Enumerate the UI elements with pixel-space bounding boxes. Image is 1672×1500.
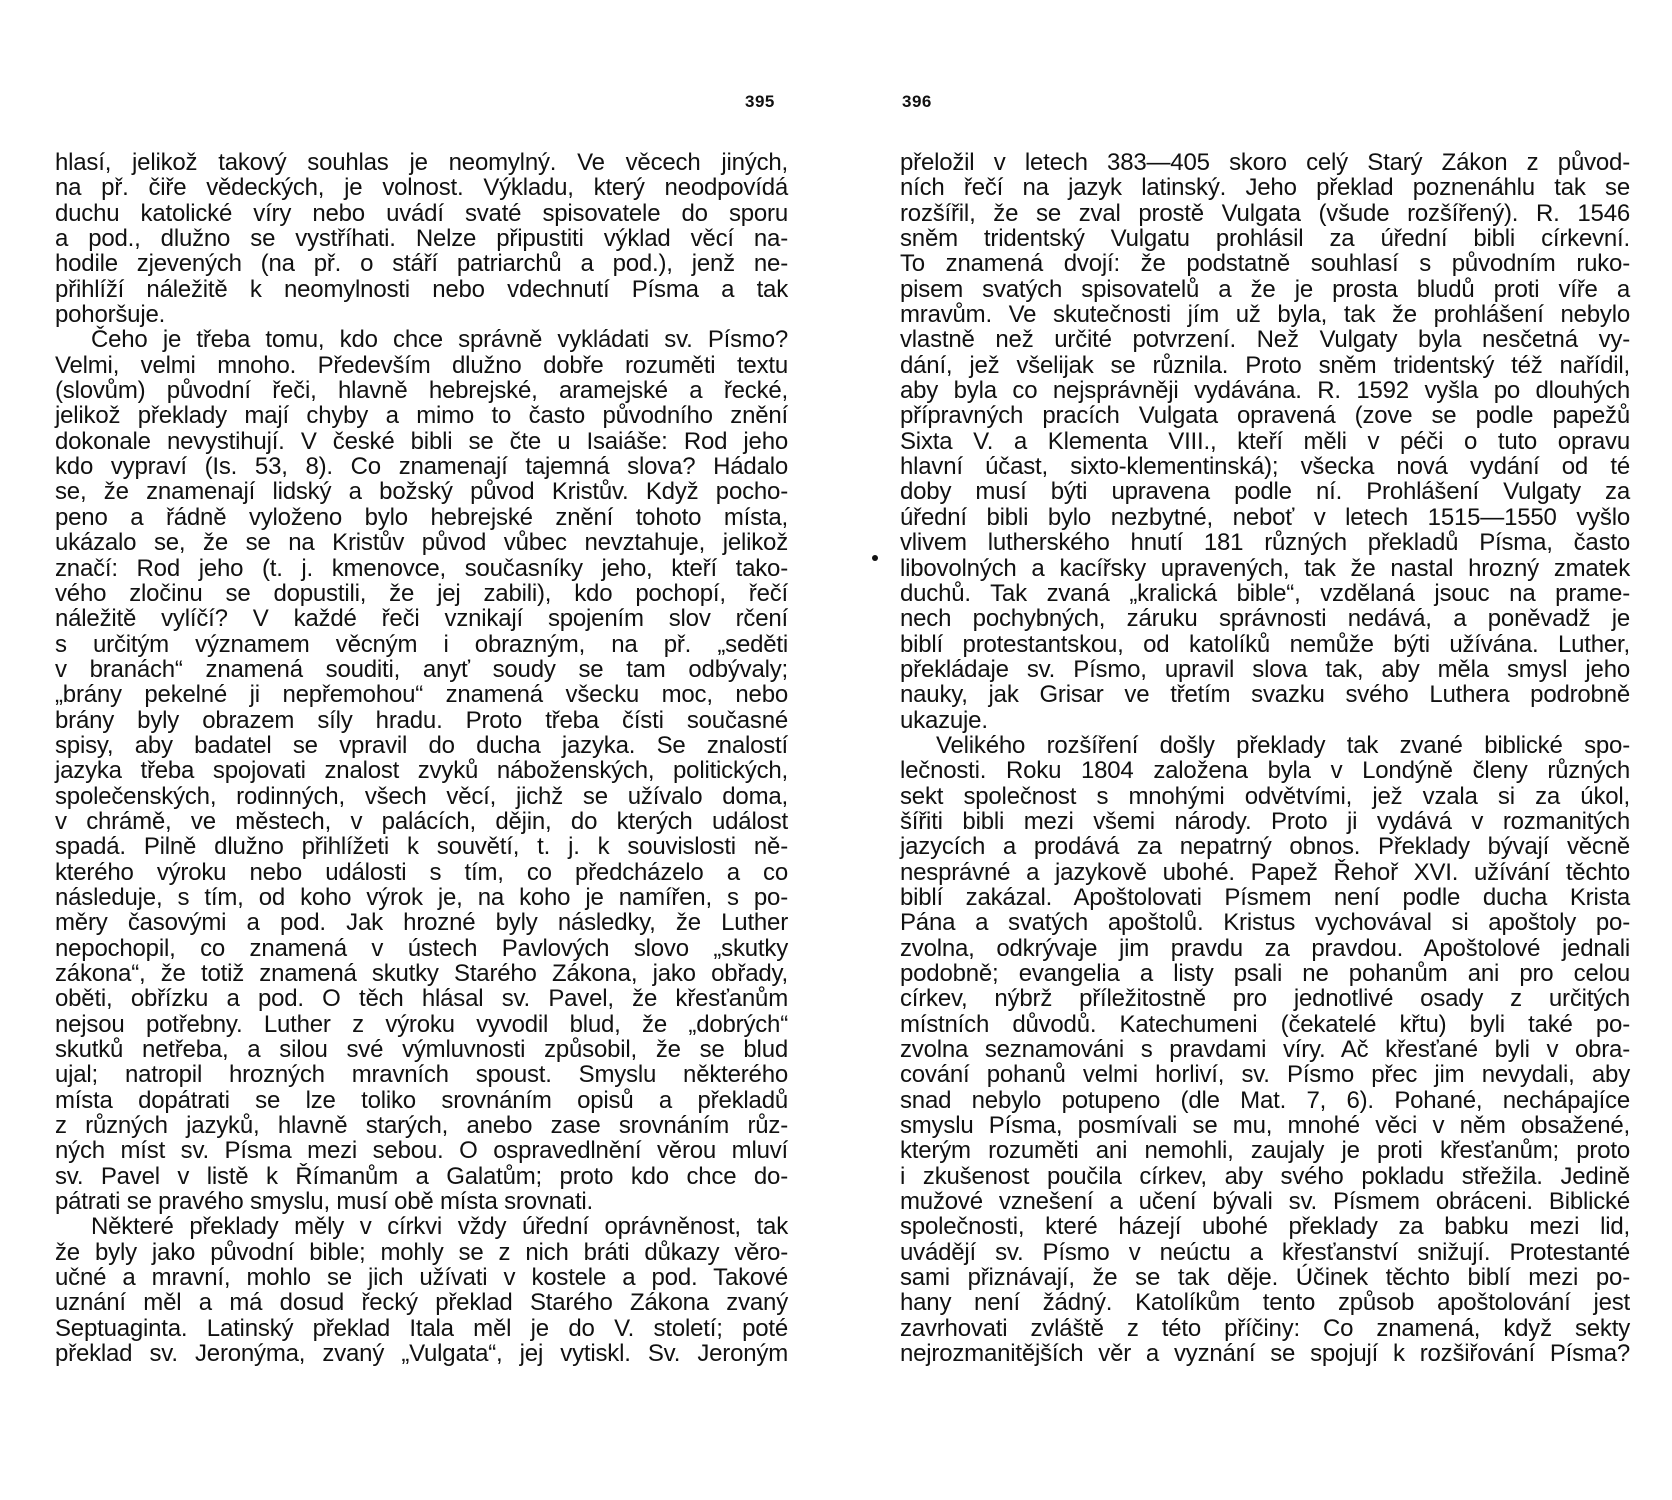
text-line: nesprávné a jazykově ubohé. Papež Řehoř XVI. užívání těchto [900, 858, 1630, 886]
text-line: následuje, s tím, od koho výrok je, na koho je namířen, s po- [55, 883, 788, 911]
text-line: „brány pekelné ji nepřemohou“ znamená všecku moc, nebo [55, 681, 788, 709]
page-number-right: 396 [902, 92, 932, 111]
text-line: značí: Rod jeho (t. j. kmenovce, současníky jeho, kteří tako- [55, 554, 788, 582]
text-line: rozšířil, že se zval prostě Vulgata (všude rozšířený). R. 1546 [900, 199, 1630, 227]
text-line: Pána a svatých apoštolů. Kristus vychovával si apoštoly po- [900, 909, 1630, 937]
text-line: společnosti, které házejí ubohé překlady za babku mezi lid, [900, 1213, 1630, 1241]
text-line: vého zločinu se dopustili, že jej zabili), kdo pochopí, řečí [55, 579, 788, 607]
text-line: nejsou potřebny. Luther z výroku vyvodil blud, že „dobrých“ [55, 1010, 788, 1038]
text-line: z různých jazyků, hlavně starých, anebo zase srovnáním růz- [55, 1112, 788, 1140]
text-line: překlad sv. Jeronýma, zvaný „Vulgata“, jej vytiskl. Sv. Jeroným [55, 1340, 788, 1368]
text-line: ukazuje. [900, 706, 988, 734]
text-line: (slovům) původní řeči, hlavně hebrejské, aramejské a řecké, [55, 377, 788, 405]
left-page-text [55, 150, 788, 1367]
text-line: nech pochybných, záruku správnosti nedává, a poněvadž je [900, 605, 1630, 633]
text-line: Velikého rozšíření došly překlady tak zvané biblické spo- [936, 731, 1630, 759]
text-line: sv. Pavel v listě k Římanům a Galatům; proto kdo chce do- [55, 1162, 788, 1190]
text-line: společenských, rodinných, všech věcí, jichž se užívalo doma, [55, 782, 788, 810]
text-line: uvádějí sv. Písmo v neúctu a křesťanství snižují. Protestanté [900, 1238, 1630, 1266]
text-line: ných míst sv. Písma mezi sebou. O ospravedlnění věrou mluví [55, 1137, 788, 1165]
text-line: hlasí, jelikož takový souhlas je neomylný. Ve věcech jiných, [55, 149, 788, 176]
text-line: kterého výroku nebo události s tím, co předcházelo a co [55, 858, 788, 886]
text-line: uznání měl a má dosud řecký překlad Starého Zákona zvaný [55, 1289, 788, 1317]
text-line: lečnosti. Roku 1804 založena byla v Londýně členy různých [900, 757, 1630, 785]
text-line: přípravných pracích Vulgata opravená (zove se podle papežů [900, 402, 1630, 430]
text-line: i zkušenost poučila církev, aby svého pokladu střežila. Jedině [900, 1162, 1630, 1190]
text-line: smyslu Písma, posmívali se mu, mnohé věci v něm obsažené, [900, 1112, 1630, 1140]
text-line: pohoršuje. [55, 301, 166, 329]
text-line: aby byla co nejsprávněji vydávána. R. 1592 vyšla po dlouhých [900, 377, 1630, 405]
text-line: biblí protestantskou, od katolíků nemůže býti užívána. Luther, [900, 630, 1630, 658]
text-line: podobně; evangelia a listy psali ne pohanům ani pro celou [900, 960, 1630, 987]
text-line: úřední bibli bylo nezbytné, neboť v letech 1515—1550 vyšlo [900, 503, 1630, 531]
text-line: brány byly obrazem síly hradu. Proto třeba čísti současné [55, 706, 788, 734]
text-line: To znamená dvojí: že podstatně souhlasí s původním ruko- [900, 250, 1630, 278]
text-line: jazycích a prodává za nepatrný obnos. Překlady bývají věcně [900, 833, 1630, 861]
text-line: Septuaginta. Latinský překlad Itala měl je do V. století; poté [55, 1314, 788, 1342]
text-line: přihlíží náležitě k neomylnosti nebo vdechnutí Písma a tak [55, 275, 788, 303]
right-page-text [900, 150, 1630, 1367]
text-line: mravům. Ve skutečnosti jím už byla, tak že prohlášení nebylo [900, 301, 1630, 329]
text-line: v chrámě, ve městech, v palácích, dějin, do kterých událost [55, 807, 788, 835]
text-line: jazyka třeba spojovati znalost zvyků náboženských, politických, [55, 757, 788, 785]
text-line: nauky, jak Grisar ve třetím svazku svého Luthera podrobně [900, 681, 1630, 709]
text-line: zvolna, odkrývaje jim pravdu za pravdou. Apoštolové jednali [900, 934, 1630, 962]
text-line: místa dopátrati se lze toliko srovnáním opisů a překladů [55, 1086, 788, 1114]
text-line: zavrhovati zvláště z této příčiny: Co znamená, když sekty [900, 1314, 1630, 1342]
text-line: jelikož překlady mají chyby a mimo to často původního znění [55, 402, 788, 430]
text-line: biblí zakázal. Apoštolovati Písmem není podle ducha Krista [900, 883, 1630, 911]
text-line: dokonale nevystihují. V české bibli se čte u Isaiáše: Rod jeho [55, 427, 788, 455]
text-line: libovolných a kacířsky upravených, tak že nastal hrozný zmatek [900, 554, 1630, 582]
text-line: ukázalo se, že se na Kristův původ vůbec nevztahuje, jelikož [55, 529, 788, 557]
text-line: náležitě vylíčí? V každé řeči vznikají spojením slov rčení [55, 605, 788, 633]
text-line: s určitým významem věcným i obrazným, na př. „seděti [55, 630, 788, 658]
text-line: zákona“, že totiž znamená skutky Starého Zákona, jako obřady, [55, 960, 788, 987]
text-line: hlavní účast, sixto-klementinská); všecka nová vydání od té [900, 453, 1630, 481]
text-line: šířiti bibli mezi všemi národy. Proto ji vydává v rozmanitých [900, 807, 1630, 835]
text-line: Některé překlady měly v církvi vždy úřední oprávněnost, tak [91, 1213, 788, 1241]
text-line: že byly jako původní bible; mohly se z nich bráti důkazy věro- [55, 1238, 788, 1266]
text-line: a pod., dlužno se vystříhati. Nelze připustiti výklad věcí na- [55, 225, 788, 253]
text-line: duchů. Tak zvaná „kralická bible“, vzdělaná jsouc na prame- [900, 579, 1630, 607]
text-line: měry časovými a pod. Jak hrozné byly následky, že Luther [55, 909, 788, 937]
text-line: vlivem lutherského hnutí 181 různých překladů Písma, často [900, 529, 1630, 557]
text-line: kdo vypraví (Is. 53, 8). Co znamenají tajemná slova? Hádalo [55, 453, 788, 481]
page-number-left: 395 [745, 92, 775, 111]
text-line: spadá. Pilně dlužno přihlížeti k souvětí, t. j. k souvislosti ně- [55, 833, 788, 861]
text-line: cování pohanů velmi horliví, sv. Písmo přec jim nevydali, aby [900, 1061, 1630, 1089]
text-line: mužové vznešení a učení bývali sv. Písmem obráceni. Biblické [900, 1188, 1630, 1216]
text-line: nejrozmanitějších věr a vyznání se spojují k rozšiřování Písma? [900, 1340, 1630, 1368]
text-line: zvolna seznamováni s pravdami víry. Ač křesťané byli v obra- [900, 1036, 1630, 1064]
text-line: nepochopil, co znamená v ústech Pavlových slovo „skutky [55, 934, 788, 962]
text-line: kterým rozuměti ani nemohli, zaujaly je proti křesťanům; proto [900, 1137, 1630, 1165]
text-line: překládaje sv. Písmo, upravil slova tak, aby měla smysl jeho [900, 655, 1630, 683]
text-line: vlastně než určité potvrzení. Než Vulgaty byla nesčetná vy- [900, 326, 1630, 354]
text-line: v branách“ znamená souditi, anyť soudy se tam odbývaly; [55, 655, 788, 683]
text-line: učné a mravní, mohlo se jich užívati v kostele a pod. Takové [55, 1264, 788, 1292]
text-line: sami přiznávají, že se tak děje. Účinek těchto biblí mezi po- [900, 1264, 1630, 1292]
text-line: pátrati se pravého smyslu, musí obě místa srovnati. [55, 1188, 594, 1216]
text-line: Sixta V. a Klementa VIII., kteří měli v péči o tuto opravu [900, 427, 1630, 455]
text-line: církev, nýbrž příležitostně pro jednotlivé osady z určitých [900, 985, 1630, 1013]
text-line: peno a řádně vyloženo bylo hebrejské znění tohoto místa, [55, 503, 788, 531]
text-line: ních řečí na jazyk latinský. Jeho překlad poznenáhlu tak se [900, 174, 1630, 202]
margin-mark [872, 555, 878, 561]
text-line: snad nebylo potupeno (dle Mat. 7, 6). Pohané, nechápajíce [900, 1086, 1630, 1114]
text-line: skutků netřeba, a silou své výmluvnosti způsobil, že se blud [55, 1036, 788, 1064]
text-line: místních důvodů. Katechumeni (čekatelé křtu) byli také po- [900, 1010, 1630, 1038]
text-line: oběti, obřízku a pod. O těch hlásal sv. Pavel, že křesťanům [55, 985, 788, 1013]
text-line: Velmi, velmi mnoho. Především dlužno dobře rozuměti textu [55, 351, 788, 379]
text-line: hany není žádný. Katolíkům tento způsob apoštolování jest [900, 1289, 1630, 1317]
text-line: na př. čiře vědeckých, je volnost. Výkladu, který neodpovídá [55, 174, 788, 202]
text-line: se, že znamenají lidský a božský původ Kristův. Když pocho- [55, 478, 788, 506]
text-line: sněm tridentský Vulgatu prohlásil za úřední bibli církevní. [900, 225, 1630, 253]
text-line: doby musí býti upravena podle ní. Prohlášení Vulgaty za [900, 478, 1630, 506]
text-line: sekt společnost s mnohými odvětvími, jež vzala si za úkol, [900, 782, 1630, 810]
text-line: ujal; natropil hrozných mravních spoust. Smyslu některého [55, 1061, 788, 1089]
text-line: přeložil v letech 383—405 skoro celý Starý Zákon z původ- [900, 149, 1630, 176]
text-line: Čeho je třeba tomu, kdo chce správně vykládati sv. Písmo? [91, 326, 788, 354]
text-line: hodile zjevených (na př. o stáří patriarchů a pod.), jenž ne- [55, 250, 788, 278]
text-line: spisy, aby badatel se vpravil do ducha jazyka. Se znalostí [55, 731, 788, 759]
text-line: pisem svatých spisovatelů a že je prosta bludů proti víře a [900, 275, 1630, 303]
text-line: duchu katolické víry nebo uvádí svaté spisovatele do sporu [55, 199, 788, 227]
text-line: dání, jež všelijak se různila. Proto sněm tridentský též nařídil, [900, 351, 1630, 379]
